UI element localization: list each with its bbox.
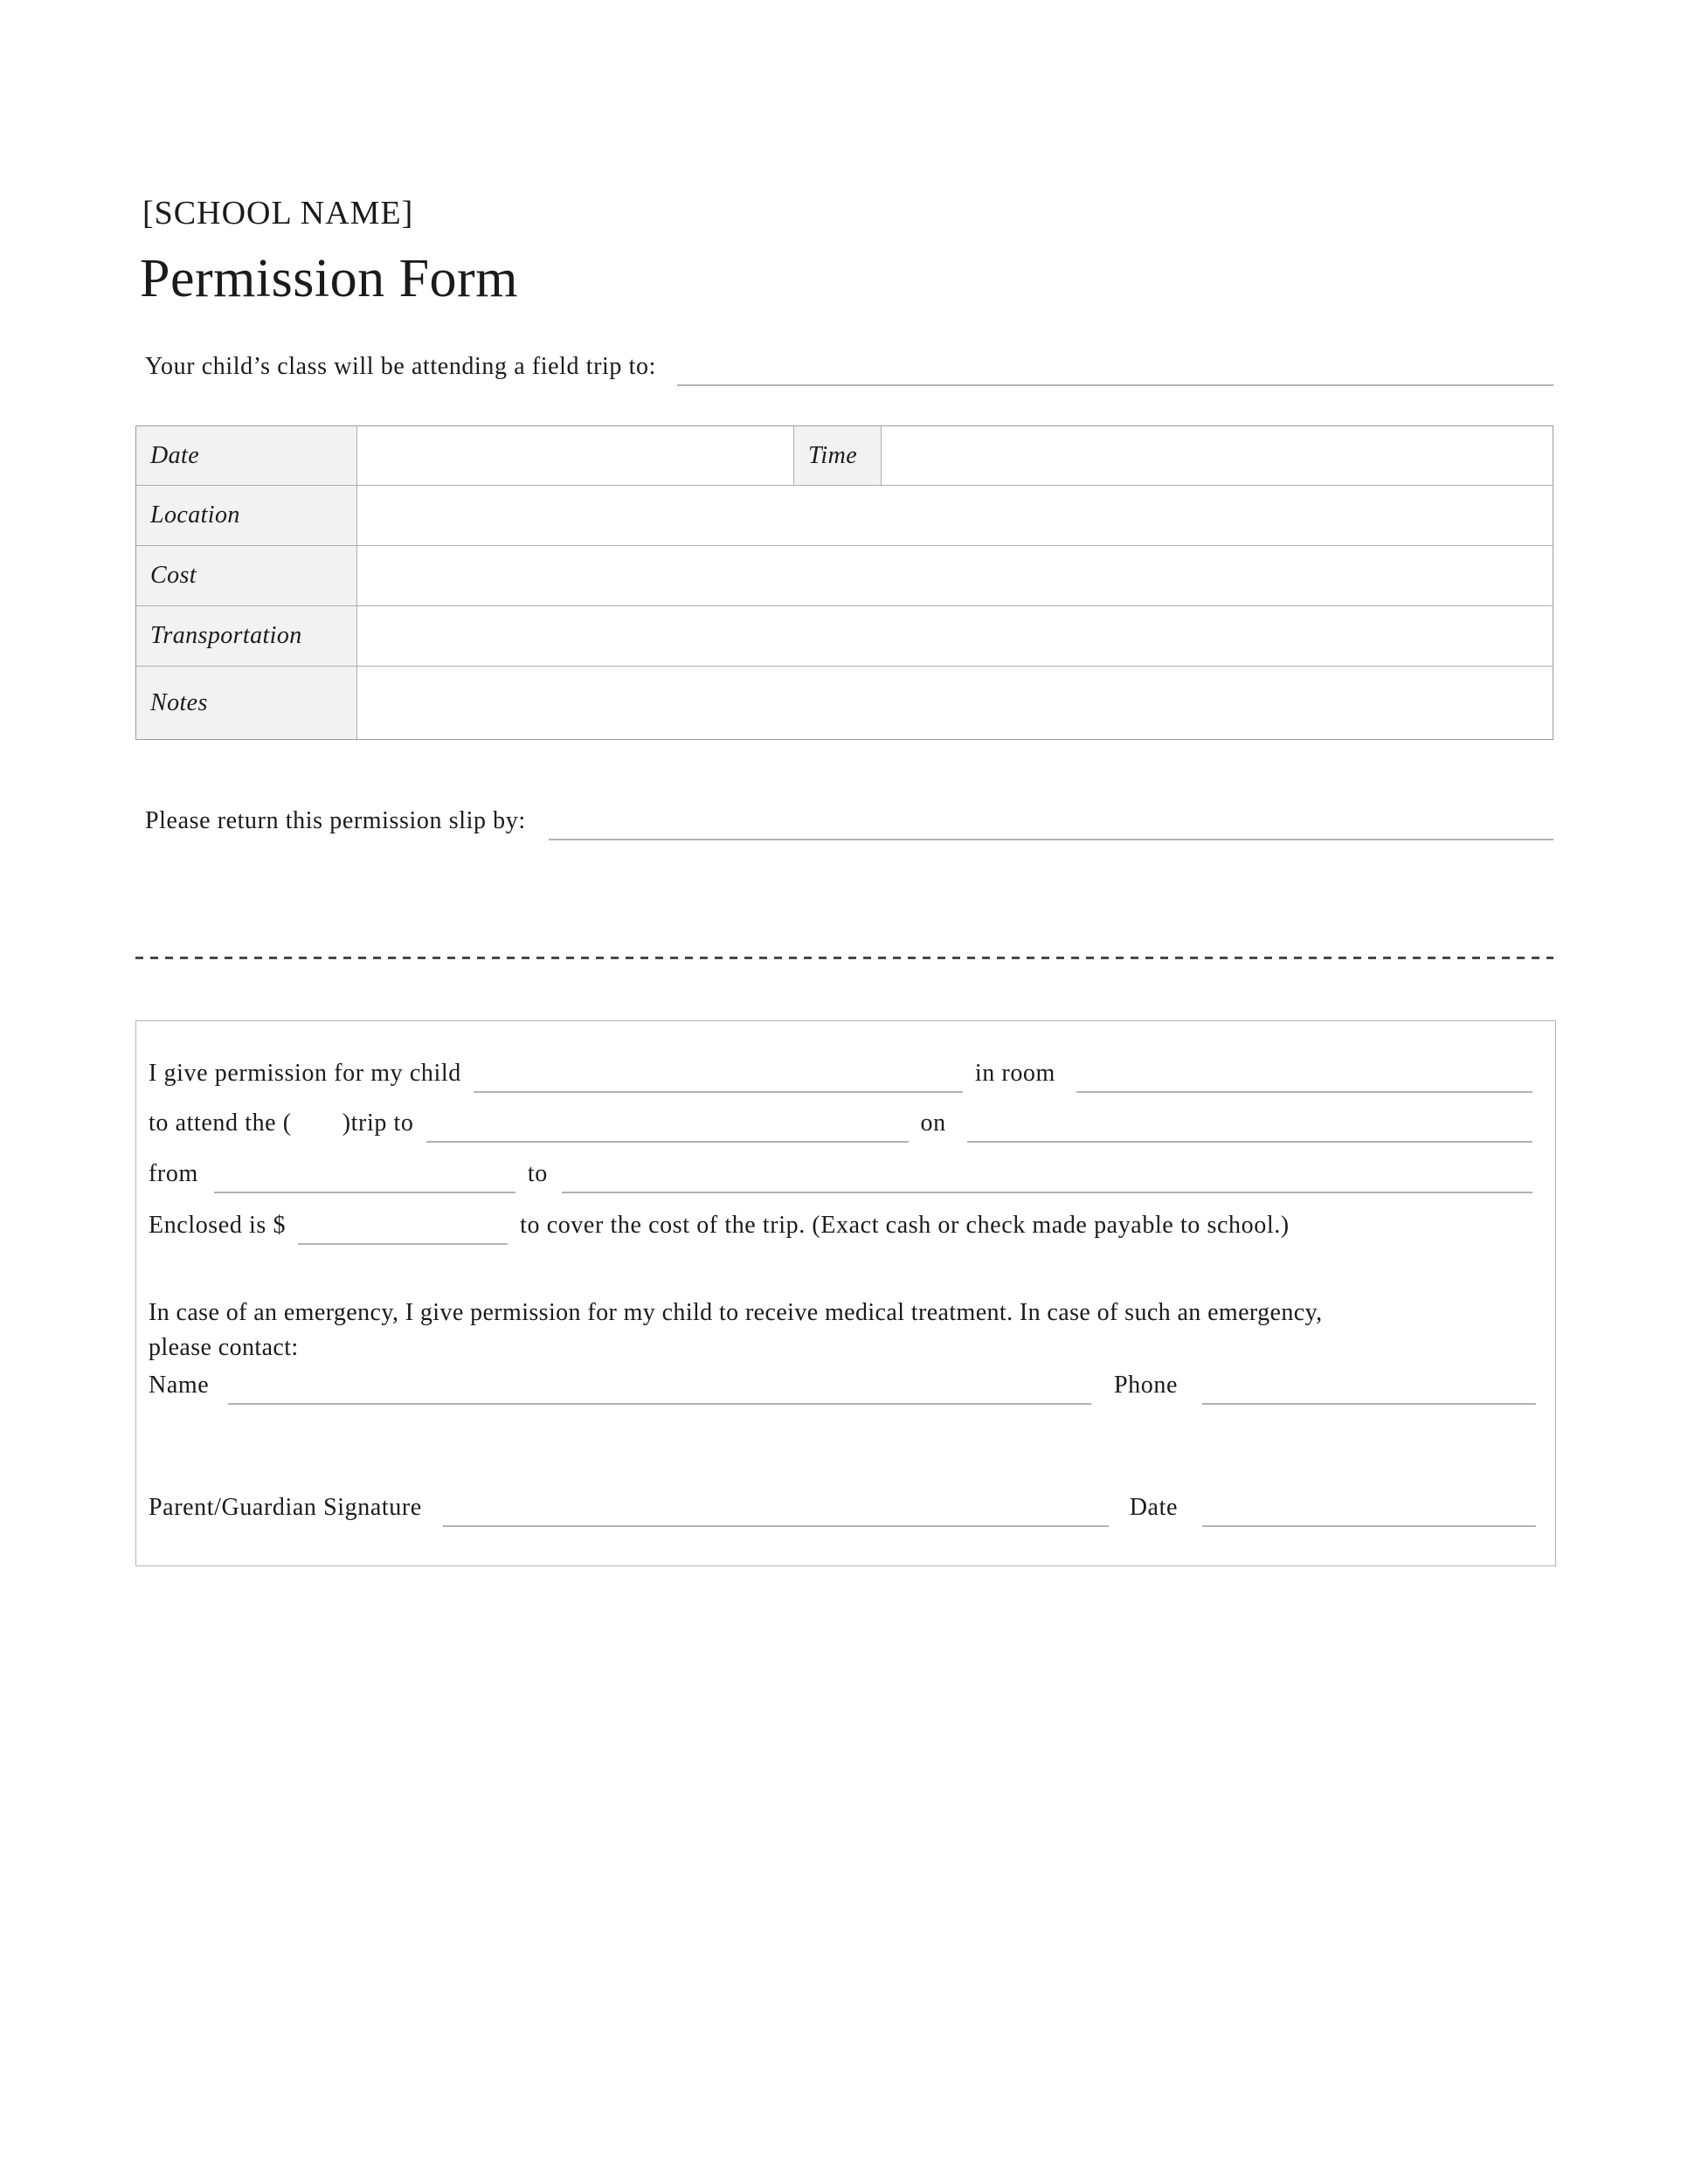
signature-label: Parent/Guardian Signature [149, 1494, 422, 1521]
table-row-label-transportation: Transportation [136, 606, 357, 667]
field-trip-intro-line [145, 348, 1553, 386]
on-label: on [920, 1109, 946, 1137]
cost-value-cell[interactable] [357, 546, 1553, 606]
time-to-field[interactable] [562, 1187, 1532, 1193]
enclosed-prefix-label: Enclosed is $ [149, 1212, 287, 1239]
table-row-label-notes: Notes [136, 667, 357, 739]
slip-line-trip [149, 1104, 1543, 1143]
return-label: Please return this permission slip by: [145, 807, 526, 834]
trip-destination-field[interactable] [426, 1137, 909, 1143]
table-row-label-location: Location [136, 486, 357, 546]
slip-line-child [149, 1054, 1543, 1093]
slip-line-cost [149, 1206, 1543, 1245]
contact-name-label: Name [149, 1372, 210, 1399]
location-value-cell[interactable] [357, 486, 1553, 546]
from-label: from [149, 1160, 198, 1187]
date-value-cell[interactable] [357, 426, 794, 486]
time-from-field[interactable] [214, 1187, 515, 1193]
signature-date-field[interactable] [1202, 1521, 1536, 1527]
return-date-field[interactable] [549, 834, 1553, 840]
return-slip-line [145, 802, 1553, 840]
permission-slip-box [135, 1020, 1556, 1566]
slip-line-contact [149, 1366, 1543, 1405]
room-number-field[interactable] [1076, 1087, 1532, 1093]
trip-date-field[interactable] [967, 1137, 1532, 1143]
contact-name-field[interactable] [228, 1399, 1091, 1405]
to-label: to [527, 1160, 548, 1187]
contact-phone-field[interactable] [1202, 1399, 1536, 1405]
field-trip-destination-field[interactable] [677, 380, 1553, 386]
transportation-value-cell[interactable] [357, 606, 1553, 667]
child-name-field[interactable] [474, 1087, 963, 1093]
emergency-paragraph: In case of an emergency, I give permission for my child to receive medical treatment. In case of such an emergency, please contact: [149, 1299, 1323, 1361]
attend-prefix-label: to attend the ( [149, 1109, 292, 1137]
slip-line-signature [149, 1489, 1543, 1527]
table-row-label-cost: Cost [136, 546, 357, 606]
permission-prefix-label: I give permission for my child [149, 1060, 461, 1087]
page-title: Permission Form [140, 249, 518, 308]
table-row-label-time: Time [794, 426, 882, 486]
table-row-label-date: Date [136, 426, 357, 486]
signature-date-label: Date [1129, 1494, 1178, 1521]
in-room-label: in room [974, 1060, 1055, 1087]
contact-phone-label: Phone [1114, 1372, 1178, 1399]
trip-details-table [135, 425, 1553, 740]
slip-line-times [149, 1155, 1543, 1193]
trip-to-label: )trip to [342, 1109, 414, 1137]
cut-here-dashed-divider [135, 957, 1553, 959]
time-value-cell[interactable] [882, 426, 1553, 486]
signature-field[interactable] [443, 1521, 1109, 1527]
intro-label: Your child’s class will be attending a field trip to: [145, 353, 656, 380]
notes-value-cell[interactable] [357, 667, 1553, 739]
enclosed-amount-field[interactable] [298, 1239, 508, 1245]
cost-suffix-label: to cover the cost of the trip. (Exact cash or check made payable to school.) [520, 1212, 1290, 1239]
school-name: [SCHOOL NAME] [142, 195, 414, 232]
